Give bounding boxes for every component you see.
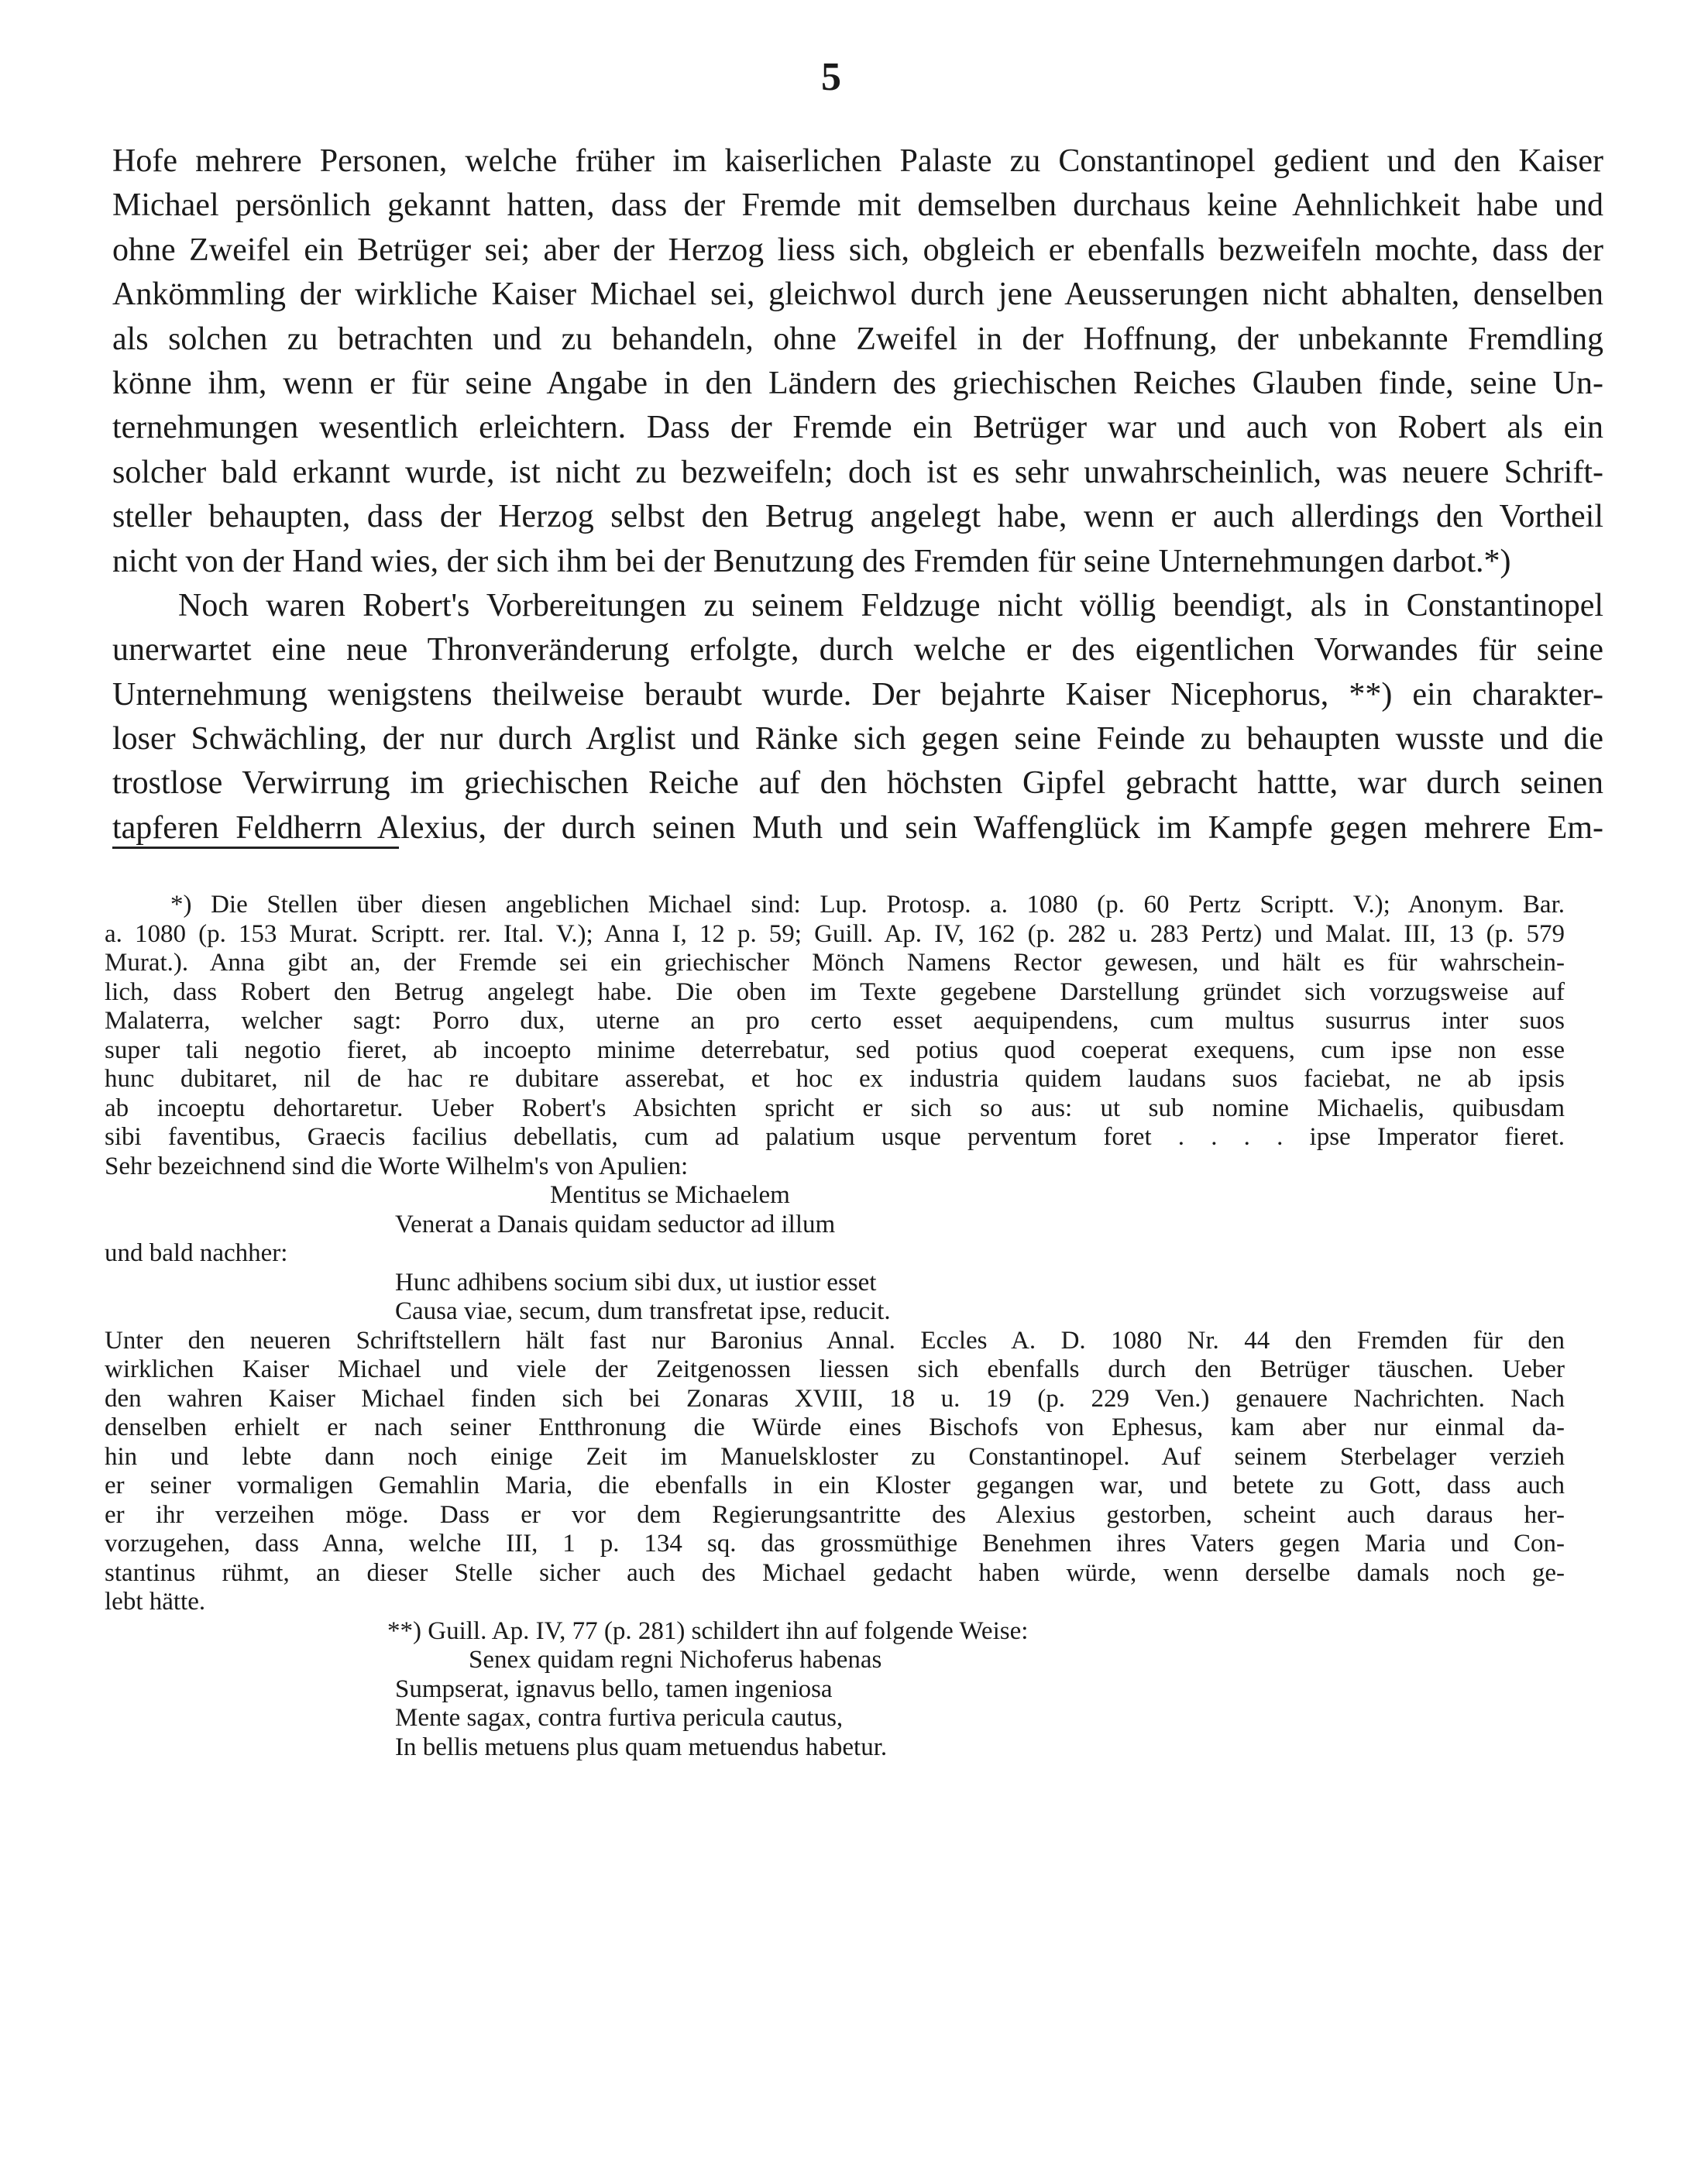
text-line: Noch waren Robert's Vorbereitungen zu seinem Feldzuge nicht völlig beendigt, als in Constantinopel (178, 587, 1603, 623)
footnote-line: Unter den neueren Schriftstellern hält fast nur Baronius Annal. Eccles A. D. 1080 Nr. 44 den Fremden für den (105, 1326, 1565, 1355)
verse-line: Mente sagax, contra furtiva pericula cautus, (395, 1704, 844, 1732)
footnote-line: sibi faventibus, Graecis facilius debellatis, cum ad palatium usque perventum foret . . . . ipse Imperator fieret. (105, 1123, 1565, 1151)
text-line: Hofe mehrere Personen, welche früher im kaiserlichen Palaste zu Constantinopel gedient und den Kaiser (112, 143, 1603, 179)
footnote-line: hin und lebte dann noch einige Zeit im Manuelskloster zu Constantinopel. Auf seinem Sterbelager verzieh (105, 1442, 1565, 1471)
verse-line: Senex quidam regni Nichoferus habenas (469, 1646, 882, 1674)
footnote-line: er seiner vormaligen Gemahlin Maria, die ebenfalls in ein Kloster gegangen war, und betete zu Gott, dass auch (105, 1472, 1565, 1499)
text-line: Unternehmung wenigstens theilweise beraubt wurde. Der bejahrte Kaiser Nicephorus, **) ein charakter- (112, 676, 1603, 713)
text-line: als solchen zu betrachten und zu behandeln, ohne Zweifel in der Hoffnung, der unbekannte Fremdling (112, 321, 1603, 357)
text-line: tapferen Feldherrn Alexius, der durch seinen Muth und sein Waffenglück im Kampfe gegen mehrere Em- (112, 809, 1603, 846)
text-line: ternehmungen wesentlich erleichtern. Dass der Fremde ein Betrüger war und auch von Robert als ein (112, 410, 1603, 446)
footnote-line: lebt hätte. (105, 1588, 206, 1616)
footnote-line: den wahren Kaiser Michael finden sich bei Zonaras XVIII, 18 u. 19 (p. 229 Ven.) genauere Nachrichten. Nach (105, 1384, 1565, 1413)
text-line: trostlose Verwirrung im griechischen Reiche auf den höchsten Gipfel gebracht hattte, war durch seinen (112, 765, 1603, 802)
footnote-line: er ihr verzeihen möge. Dass er vor dem Regierungsantritte des Alexius gestorben, scheint auch daraus her- (105, 1500, 1565, 1529)
verse-line: Causa viae, secum, dum transfretat ipse, reducit. (395, 1297, 891, 1325)
footnote-line: denselben erhielt er nach seiner Entthronung die Würde eines Bischofs von Ephesus, kam aber nur einmal da- (105, 1413, 1565, 1441)
footnote-2-intro: **) Guill. Ap. IV, 77 (p. 281) schildert ihn auf folgende Weise: (387, 1616, 1029, 1645)
verse-line: Mentitus se Michaelem (550, 1181, 790, 1209)
verse-line: In bellis metuens plus quam metuendus habetur. (395, 1733, 888, 1761)
text-line: Ankömmling der wirkliche Kaiser Michael sei, gleichwol durch jene Aeusserungen nicht abhalten, denselben (112, 276, 1603, 313)
text-line: loser Schwächling, der nur durch Arglist und Ränke sich gegen seine Feinde zu behaupten wusste und die (112, 721, 1603, 757)
footnote-line: Sehr bezeichnend sind die Worte Wilhelm's von Apulien: (105, 1152, 689, 1180)
verse-line: Hunc adhibens socium sibi dux, ut iustior esset (395, 1268, 877, 1297)
text-line: unerwartet eine neue Thronveränderung erfolgte, durch welche er des eigentlichen Vorwandes für seine (112, 632, 1603, 668)
verse-line: Venerat a Danais quidam seductor ad illum (395, 1210, 836, 1238)
text-line: nicht von der Hand wies, der sich ihm bei der Benutzung des Fremden für seine Unternehmungen darbot.*) (112, 543, 1511, 579)
verse-line: Sumpserat, ignavus bello, tamen ingeniosa (395, 1674, 833, 1703)
footnotes (105, 891, 1565, 1762)
footnote-divider (112, 847, 399, 849)
text-line: könne ihm, wenn er für seine Angabe in den Ländern des griechischen Reiches Glauben finde, seine Un- (112, 365, 1603, 401)
footnote-line: a. 1080 (p. 153 Murat. Scriptt. rer. Ital. V.); Anna I, 12 p. 59; Guill. Ap. IV, 162 (p. 282 u. 283 Pertz) und Malat. III, 13 (p. 579 (105, 919, 1565, 948)
page-number: 5 (821, 55, 841, 99)
text-line: ohne Zweifel ein Betrüger sei; aber der Herzog liess sich, obgleich er ebenfalls bezweifeln mochte, dass der (112, 232, 1603, 268)
text-line: solcher bald erkannt wurde, ist nicht zu bezweifeln; doch ist es sehr unwahrscheinlich, was neuere Schrift- (112, 454, 1603, 490)
footnote-line: ab incoeptu dehortaretur. Ueber Robert's Absichten spricht er sich so aus: ut sub nomine Michaelis, quibusdam (105, 1094, 1565, 1122)
text-line: Michael persönlich gekannt hatten, dass der Fremde mit demselben durchaus keine Aehnlichkeit habe und (112, 187, 1603, 224)
footnote-line: vorzugehen, dass Anna, welche III, 1 p. 134 sq. das grossmüthige Benehmen ihres Vaters gegen Maria und Con- (105, 1530, 1565, 1558)
footnote-line: hunc dubitaret, nil de hac re dubitare asserebat, et hoc ex industria quidem laudans suos faciebat, ne ab ipsis (105, 1065, 1565, 1093)
footnote-line: Malaterra, welcher sagt: Porro dux, uterne an pro certo esset aequipendens, cum multus susurrus inter suos (105, 1007, 1565, 1035)
footnote-line: wirklichen Kaiser Michael und viele der Zeitgenossen liessen sich ebenfalls durch den Betrüger täuschen. Ueber (105, 1355, 1565, 1383)
footnote-line: *) Die Stellen über diesen angeblichen Michael sind: Lup. Protosp. a. 1080 (p. 60 Pertz Scriptt. V.); Anonym. Bar. (170, 891, 1565, 919)
footnote-line: stantinus rühmt, an dieser Stelle sicher auch des Michael gedacht haben würde, wenn derselbe damals noch ge- (105, 1558, 1565, 1587)
footnote-line: super tali negotio fieret, ab incoepto minime deterrebatur, sed potius quod coeperat exequens, cum ipse non esse (105, 1036, 1565, 1064)
footnote-line: Murat.). Anna gibt an, der Fremde sei ein griechischer Mönch Namens Rector gewesen, und hält es für wahrschein- (105, 949, 1565, 977)
main-text (112, 139, 1603, 850)
text-line: steller behaupten, dass der Herzog selbst den Betrug angelegt habe, wenn er auch allerdings den Vortheil (112, 499, 1603, 535)
footnote-line: lich, dass Robert den Betrug angelegt habe. Die oben im Texte gegebene Darstellung gründet sich vorzugsweise auf (105, 977, 1565, 1006)
verse-bridge: und bald nachher: (105, 1239, 288, 1267)
